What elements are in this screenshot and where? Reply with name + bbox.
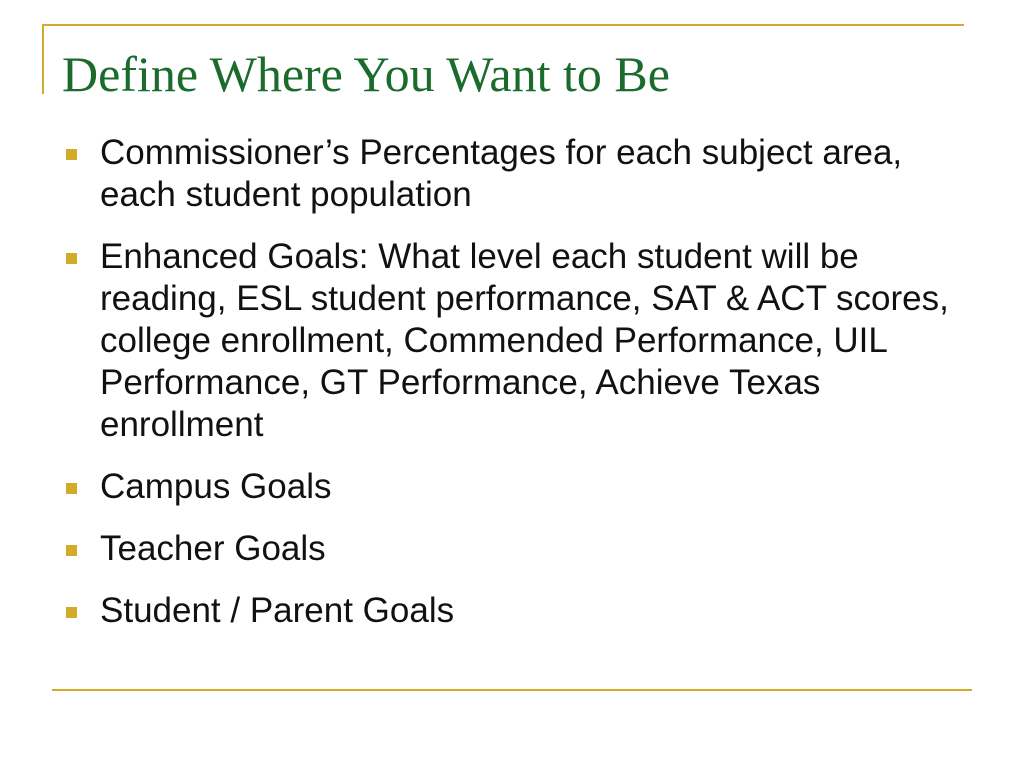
square-bullet-icon — [66, 149, 77, 160]
bullet-list — [66, 132, 966, 652]
bullet-text-4: Teacher Goals — [100, 529, 326, 568]
bullet-item-3 — [66, 466, 966, 508]
bullet-item-1 — [66, 132, 966, 216]
square-bullet-icon — [66, 483, 77, 494]
bullet-text-5: Student / Parent Goals — [100, 591, 455, 630]
bullet-text-1: Commissioner’s Percentages for each subject area, each student population — [100, 133, 903, 214]
slide-title: Define Where You Want to Be — [62, 46, 670, 102]
bullet-item-5 — [66, 590, 966, 632]
bullet-item-2 — [66, 236, 966, 446]
square-bullet-icon — [66, 607, 77, 618]
bullet-text-2: Enhanced Goals: What level each student will be reading, ESL student performance, SAT & ACT scores, college enrollment, Commended Performance, UIL Performance, GT Performance, Achieve Texas enrollment — [100, 237, 949, 444]
bullet-item-4 — [66, 528, 966, 570]
bullet-text-3: Campus Goals — [100, 467, 332, 506]
square-bullet-icon — [66, 545, 77, 556]
frame-top-rule — [42, 24, 964, 26]
frame-bottom-rule — [52, 689, 972, 691]
frame-left-rule — [42, 24, 44, 94]
square-bullet-icon — [66, 253, 77, 264]
